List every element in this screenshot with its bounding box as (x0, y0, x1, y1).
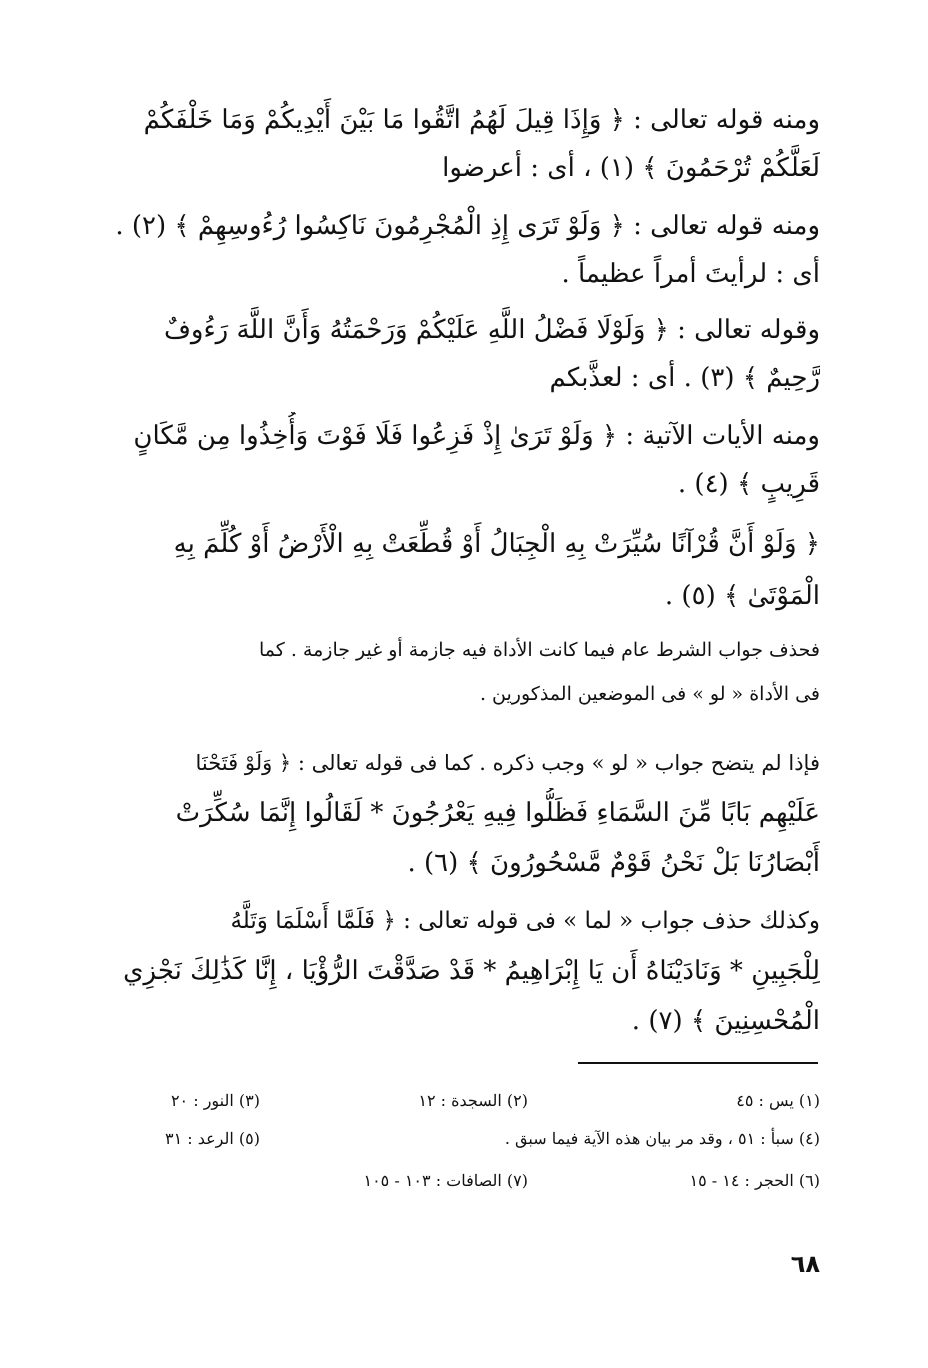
text-line: أى : لرأيتَ أمراً عظيماً . (561, 259, 820, 289)
page-number: ٦٨ (790, 1250, 820, 1278)
footnote-4: (٤) سبأ : ٥١ ، وقد مر بيان هذه الآية فيما سبق . (504, 1129, 820, 1148)
text-line: لِلْجَبِينِ * وَنَادَيْنَاهُ أَن يَا إِبْرَاهِيمُ * قَدْ صَدَّقْتَ الرُّؤْيَا ، إِنَّا كَذَٰلِكَ نَجْزِي (123, 956, 820, 986)
text-line: الْمُحْسِنِينَ ﴾ (٧) . (631, 1006, 820, 1036)
paragraph-8 (108, 896, 820, 1046)
text-line: الْمَوْتَىٰ ﴾ (٥) . (664, 581, 820, 611)
footnote-separator (578, 1062, 818, 1064)
text-line: وقوله تعالى : ﴿ وَلَوْلَا فَضْلُ اللَّهِ عَلَيْكُمْ وَرَحْمَتُهُ وَأَنَّ اللَّهَ رَءُوفٌ (163, 315, 820, 345)
text-line: فحذف جواب الشرط عام فيما كانت الأداة فيه جازمة أو غير جازمة . كما (258, 639, 820, 661)
paragraph-7 (108, 738, 820, 888)
footnote-5: (٥) الرعد : ٣١ (164, 1129, 260, 1148)
footnote-1: (١) يس : ٤٥ (736, 1091, 820, 1110)
text-line: لَعَلَّكُمْ تُرْحَمُونَ ﴾ (١) ، أى : أعرضوا (442, 153, 820, 183)
paragraph-3 (108, 306, 820, 402)
text-line: ﴿ وَلَوْ أَنَّ قُرْآنًا سُيِّرَتْ بِهِ الْجِبَالُ أَوْ قُطِّعَتْ بِهِ الْأَرْضُ أَوْ كُلِّمَ بِهِ (173, 529, 820, 559)
text-line: أَبْصَارُنَا بَلْ نَحْنُ قَوْمٌ مَّسْحُورُونَ ﴾ (٦) . (407, 848, 820, 878)
paragraph-5 (108, 518, 820, 622)
text-line: قَرِيبٍ ﴾ (٤) . (677, 469, 820, 499)
footnote-6: (٦) الحجر : ١٤ - ١٥ (689, 1171, 820, 1190)
text-line: ومنه قوله تعالى : ﴿ وَإِذَا قِيلَ لَهُمُ اتَّقُوا مَا بَيْنَ أَيْدِيكُمْ وَمَا خَلْفَكُمْ (143, 105, 820, 135)
text-line: ومنه قوله تعالى : ﴿ وَلَوْ تَرَى إِذِ الْمُجْرِمُونَ نَاكِسُوا رُءُوسِهِمْ ﴾ (٢) . (115, 211, 820, 241)
text-line: ومنه الأيات الآتية : ﴿ وَلَوْ تَرَىٰ إِذْ فَزِعُوا فَلَا فَوْتَ وَأُخِذُوا مِن مَّكَانٍ (133, 421, 820, 451)
footnote-2: (٢) السجدة : ١٢ (418, 1091, 528, 1110)
paragraph-6 (108, 628, 820, 716)
paragraph-1 (108, 96, 820, 192)
text-line: وكذلك حذف جواب « لما » فى قوله تعالى : ﴿ فَلَمَّا أَسْلَمَا وَتَلَّهُ (230, 908, 820, 934)
paragraph-4 (108, 412, 820, 508)
text-line: فإذا لم يتضح جواب « لو » وجب ذكره . كما فى قوله تعالى : ﴿ وَلَوْ فَتَحْنَا (195, 751, 820, 775)
text-line: عَلَيْهِم بَابًا مِّنَ السَّمَاءِ فَظَلُّوا فِيهِ يَعْرُجُونَ * لَقَالُوا إِنَّمَا سُكِّرَتْ (175, 798, 820, 828)
text-line: رَّحِيمٌ ﴾ (٣) . أى : لعذَّبكم (549, 363, 820, 393)
paragraph-2 (108, 202, 820, 298)
text-line: فى الأداة « لو » فى الموضعين المذكورين . (479, 683, 820, 705)
footnote-3: (٣) النور : ٢٠ (170, 1091, 260, 1110)
footnote-7: (٧) الصافات : ١٠٣ - ١٠٥ (363, 1171, 528, 1190)
